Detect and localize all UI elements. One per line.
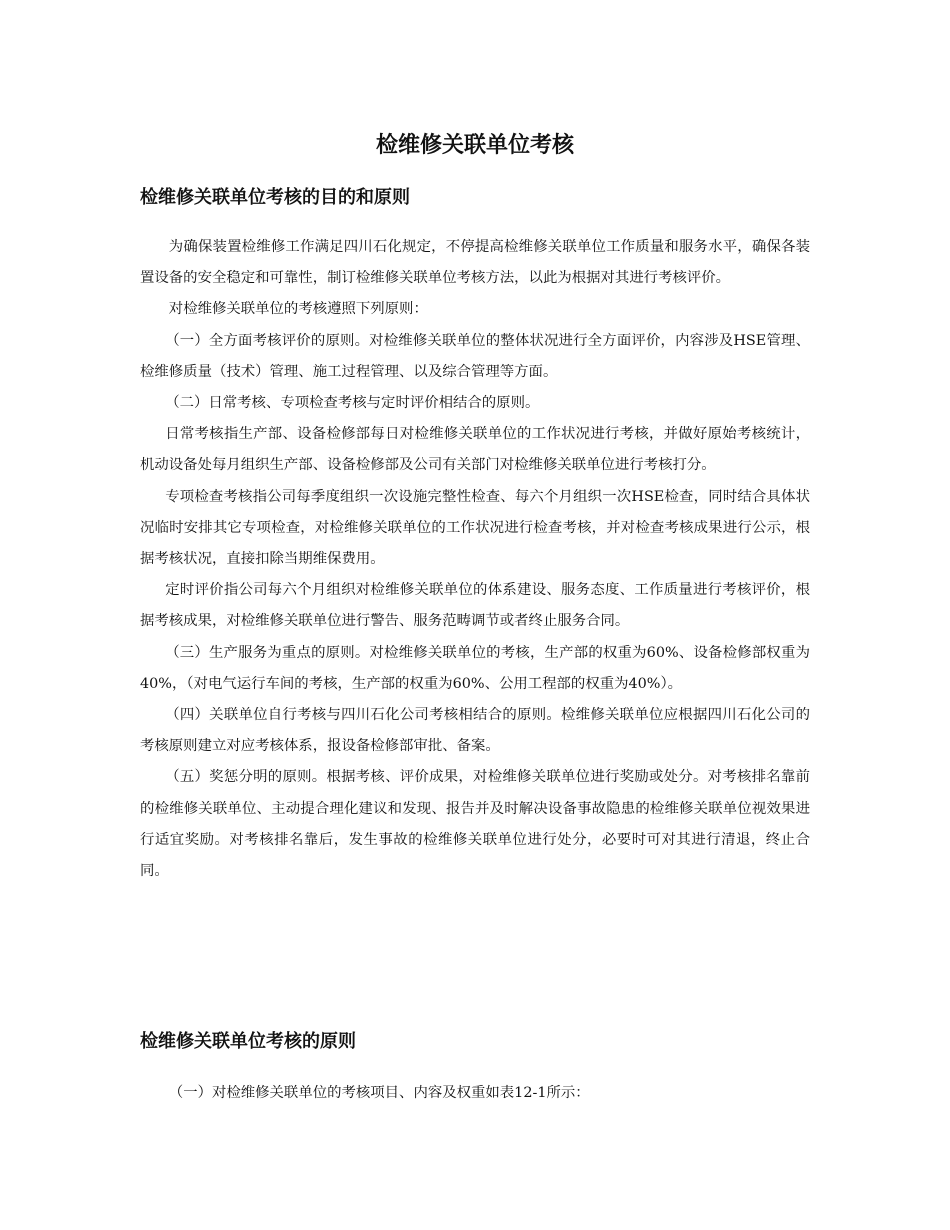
- paragraph-principle-4: （四）关联单位自行考核与四川石化公司考核相结合的原则。检维修关联单位应根据四川石化公司的考核原则建立对应考核体系，报设备检修部审批、备案。: [140, 707, 810, 755]
- paragraph-daily-assessment: 日常考核指生产部、设备检修部每日对检维修关联单位的工作状况进行考核，并做好原始考核统计，机动设备处每月组织生产部、设备检修部及公司有关部门对检维修关联单位进行考核打分。: [140, 426, 810, 474]
- paragraph-purpose: 为确保装置检维修工作满足四川石化规定，不停提高检维修关联单位工作质量和服务水平，确保各装置设备的安全稳定和可靠性，制订检维修关联单位考核方法，以此为根据对其进行考核评价。: [140, 239, 810, 287]
- section-body-assessment-principles: [140, 1078, 810, 1109]
- paragraph-periodic-evaluation: 定时评价指公司每六个月组织对检维修关联单位的体系建设、服务态度、工作质量进行考核评价，根据考核成果，对检维修关联单位进行警告、服务范畴调节或者终止服务合同。: [140, 582, 810, 630]
- paragraph-principle-3: （三）生产服务为重点的原则。对检维修关联单位的考核，生产部的权重为60%、设备检修部权重为40%，（对电气运行车间的考核，生产部的权重为60%、公用工程部的权重为40%）。: [140, 644, 810, 692]
- paragraph-special-inspection: 专项检查考核指公司每季度组织一次设施完整性检查、每六个月组织一次HSE检查，同时结合具体状况临时安排其它专项检查，对检维修关联单位的工作状况进行检查考核，并对检查考核成果进行公示，根据考核状况，直接扣除当期维保费用。: [140, 488, 810, 568]
- section-heading-assessment-principles: 检维修关联单位考核的原则: [140, 1031, 356, 1052]
- paragraph-principles-intro: 对检维修关联单位的考核遵照下列原则：: [168, 301, 428, 318]
- document-title: 检维修关联单位考核: [375, 133, 574, 158]
- section-heading-purpose-principles: 检维修关联单位考核的目的和原则: [140, 187, 410, 208]
- section-body-purpose-principles: [140, 232, 810, 887]
- paragraph-principle-1: （一）全方面考核评价的原则。对检维修关联单位的整体状况进行全方面评价，内容涉及HSE管理、检维修质量（技术）管理、施工过程管理、以及综合管理等方面。: [140, 332, 810, 380]
- paragraph-principle-5: （五）奖惩分明的原则。根据考核、评价成果，对检维修关联单位进行奖励或处分。对考核排名靠前的检维修关联单位、主动提合理化建议和发现、报告并及时解决设备事故隐患的检维修关联单位视效果进行适宜奖励。对考核排名靠后，发生事故的检维修关联单位进行处分，必要时可对其进行清退，终止合同。: [140, 769, 810, 880]
- paragraph-principle-2: （二）日常考核、专项检查考核与定时评价相结合的原则。: [165, 395, 540, 412]
- paragraph-assessment-items: （一）对检维修关联单位的考核项目、内容及权重如表12-1所示：: [168, 1085, 590, 1101]
